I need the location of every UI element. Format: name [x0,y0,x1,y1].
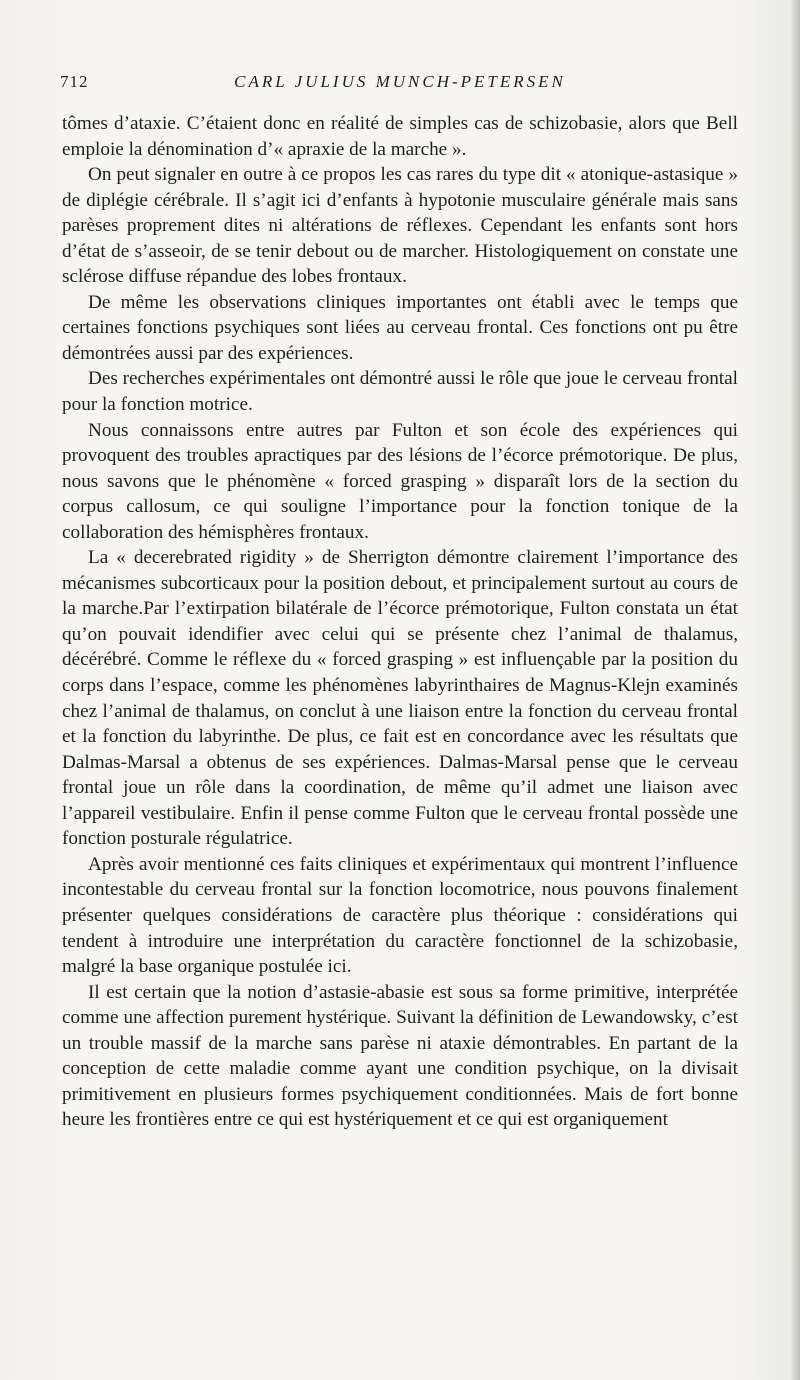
page-number: 712 [60,72,89,91]
paragraph: tômes d’ataxie. C’étaient donc en réalité de simples cas de schizobasie, alors que Bell emploie la dénomination d’« apraxie de la marche ». [62,113,738,160]
running-head: CARL JULIUS MUNCH-PETERSEN [234,72,566,91]
body-text [62,111,738,1133]
paragraph: Nous connaissons entre autres par Fulton et son école des expériences qui provoquent des troubles apractiques par des lésions de l’écorce prémotorique. De plus, nous savons que le phénomène « forced grasping » disparaît lors de la section du corpus callosum, ce qui souligne l’importance pour la fonction tonique de la collaboration des hémisphères frontaux. [62,419,738,543]
paragraph: La « decerebrated rigidity » de Sherrigton démontre clairement l’importance des mécanismes subcorticaux pour la position debout, et principalement surtout au cours de la marche.Par l’extirpation bilatérale de l’écorce prémotorique, Fulton constata un état qu’on pouvait idendifier avec celui qui se présente chez l’animal de thalamus, décérébré. Comme le réflexe du « forced grasping » est influençable par la position du corps dans l’espace, comme les phénomènes labyrinthaires de Magnus-Klejn examinés chez l’animal de thalamus, on conclut à une liaison entre la fonction du cerveau frontal et la fonction du labyrinthe. De plus, ce fait est en concordance avec les résultats que Dalmas-Marsal a obtenus de ses expériences. Dalmas-Marsal pense que le cerveau frontal joue un rôle dans la coordination, de même qu’il admet une liaison avec l’appareil vestibulaire. Enfin il pense comme Fulton que le cerveau frontal possède une fonction posturale régulatrice. [62,547,738,850]
paragraph: On peut signaler en outre à ce propos les cas rares du type dit « atonique-astasique » de diplégie cérébrale. Il s’agit ici d’enfants à hypotonie musculaire générale mais sans parèses proprement dites ni altérations de réflexes. Cependant les enfants sont hors d’état de s’asseoir, de se tenir debout ou de marcher. Histologiquement on constate une sclérose diffuse répandue des lobes frontaux. [62,164,738,288]
page-edge-shadow [790,0,800,1380]
paragraph: De même les observations cliniques importantes ont établi avec le temps que certaines fonctions psychiques sont liées au cerveau frontal. Ces fonctions ont pu être démontrées aussi par des expériences. [62,291,738,364]
paragraph: Il est certain que la notion d’astasie-abasie est sous sa forme primitive, interprétée comme une affection purement hystérique. Suivant la définition de Lewandowsky, c’est un trouble massif de la marche sans parèse ni ataxie démontrables. En partant de la conception de cette maladie comme ayant une condition psychique, on la divisait primitivement en plusieurs formes psychiquement conditionnées. Mais de fort bonne heure les frontières entre ce qui est hystériquement et ce qui est organiquement [62,981,738,1131]
page-header [60,72,740,96]
paragraph: Après avoir mentionné ces faits cliniques et expérimentaux qui montrent l’influence incontestable du cerveau frontal sur la fonction locomotrice, nous pouvons finalement présenter quelques considérations de caractère plus théorique : considérations qui tendent à introduire une interprétation du caractère fonctionnel de la schizobasie, malgré la base organique postulée ici. [62,853,738,978]
paragraph: Des recherches expérimentales ont démontré aussi le rôle que joue le cerveau frontal pour la fonction motrice. [62,368,738,416]
